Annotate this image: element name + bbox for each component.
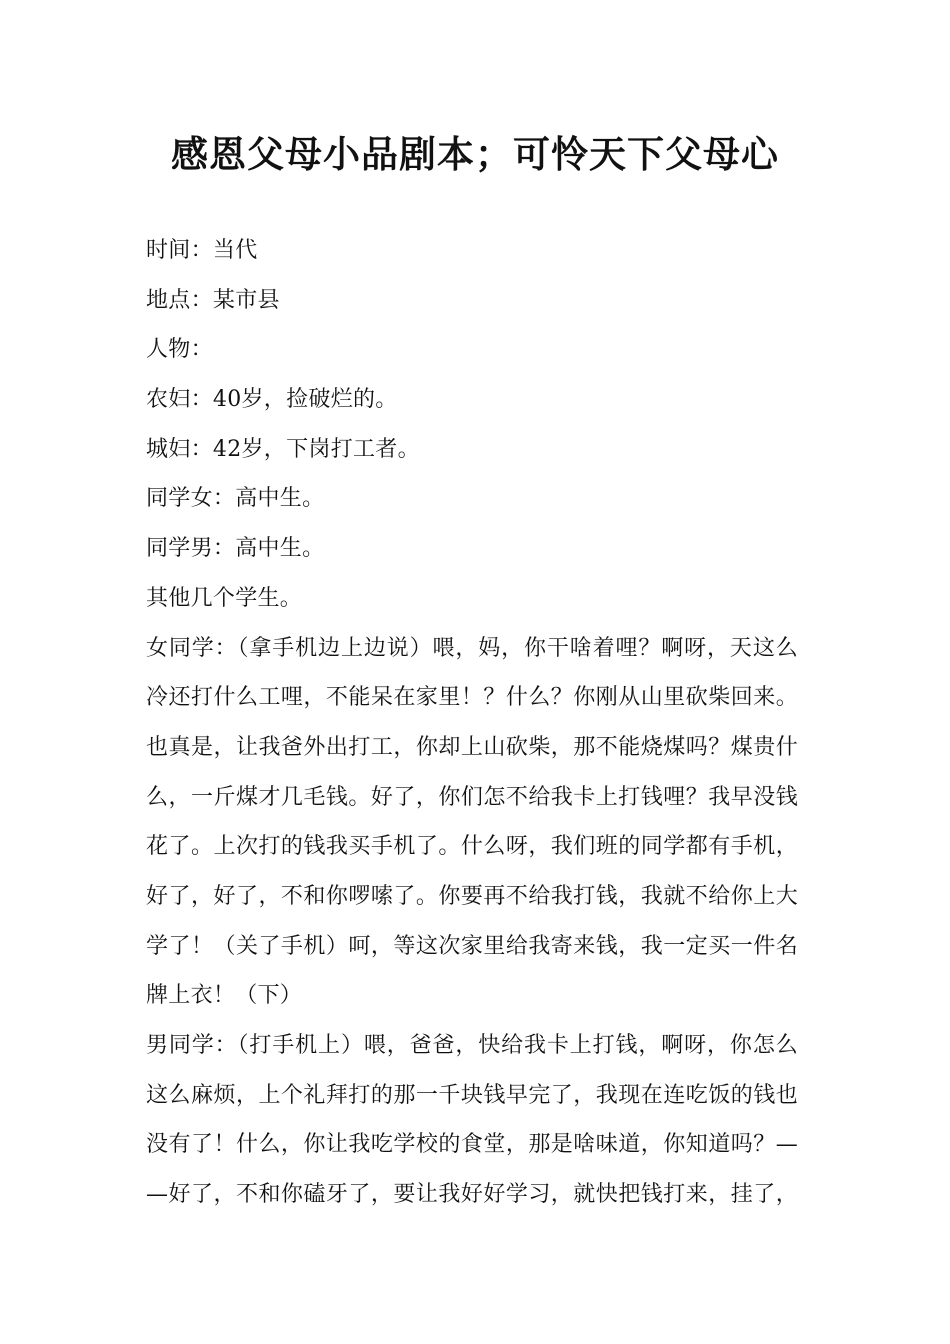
- text-line-character: 同学女：高中生。: [146, 486, 325, 512]
- text-line-character: 城妇：42岁，下岗打工者。: [146, 436, 420, 462]
- text-line-dialogue: 牌上衣！（下）: [146, 983, 303, 1009]
- text-line-characters: 人物：: [146, 337, 213, 363]
- text-line-character: 同学男：高中生。: [146, 536, 325, 562]
- text-line-place: 地点：某市县: [146, 287, 280, 313]
- text-line-character: 农妇：40岁，捡破烂的。: [146, 387, 398, 413]
- text-line-dialogue: 女同学：（拿手机边上边说）喂，妈，你干啥着哩？啊呀，天这么: [146, 635, 798, 661]
- text-line-dialogue: 没有了！什么，你让我吃学校的食堂，那是啥味道，你知道吗？—: [146, 1132, 798, 1158]
- text-line-time: 时间：当代: [146, 238, 258, 263]
- text-line-dialogue: 冷还打什么工哩，不能呆在家里！？什么？你刚从山里砍柴回来。: [146, 685, 798, 711]
- text-line-dialogue: 男同学：（打手机上）喂，爸爸，快给我卡上打钱，啊呀，你怎么: [146, 1033, 798, 1058]
- document-title: 感恩父母小品剧本；可怜天下父母心: [171, 132, 779, 176]
- text-line-dialogue: —好了，不和你磕牙了，要让我好好学习，就快把钱打来，挂了，: [146, 1182, 798, 1208]
- text-line-dialogue: 好了，好了，不和你啰嗦了。你要再不给我打钱，我就不给你上大: [146, 883, 798, 909]
- text-line-dialogue: 也真是，让我爸外出打工，你却上山砍柴，那不能烧煤吗？煤贵什: [146, 734, 798, 760]
- document-body: [146, 226, 798, 1220]
- text-line-dialogue: 花了。上次打的钱我买手机了。什么呀，我们班的同学都有手机，: [146, 834, 798, 860]
- text-line-dialogue: 学了！（关了手机）呵，等这次家里给我寄来钱，我一定买一件名: [146, 933, 798, 959]
- text-line-dialogue: 这么麻烦，上个礼拜打的那一千块钱早完了，我现在连吃饭的钱也: [146, 1082, 798, 1108]
- text-line-dialogue: 么，一斤煤才几毛钱。好了，你们怎不给我卡上打钱哩？我早没钱: [146, 784, 798, 810]
- text-line-character: 其他几个学生。: [146, 585, 303, 611]
